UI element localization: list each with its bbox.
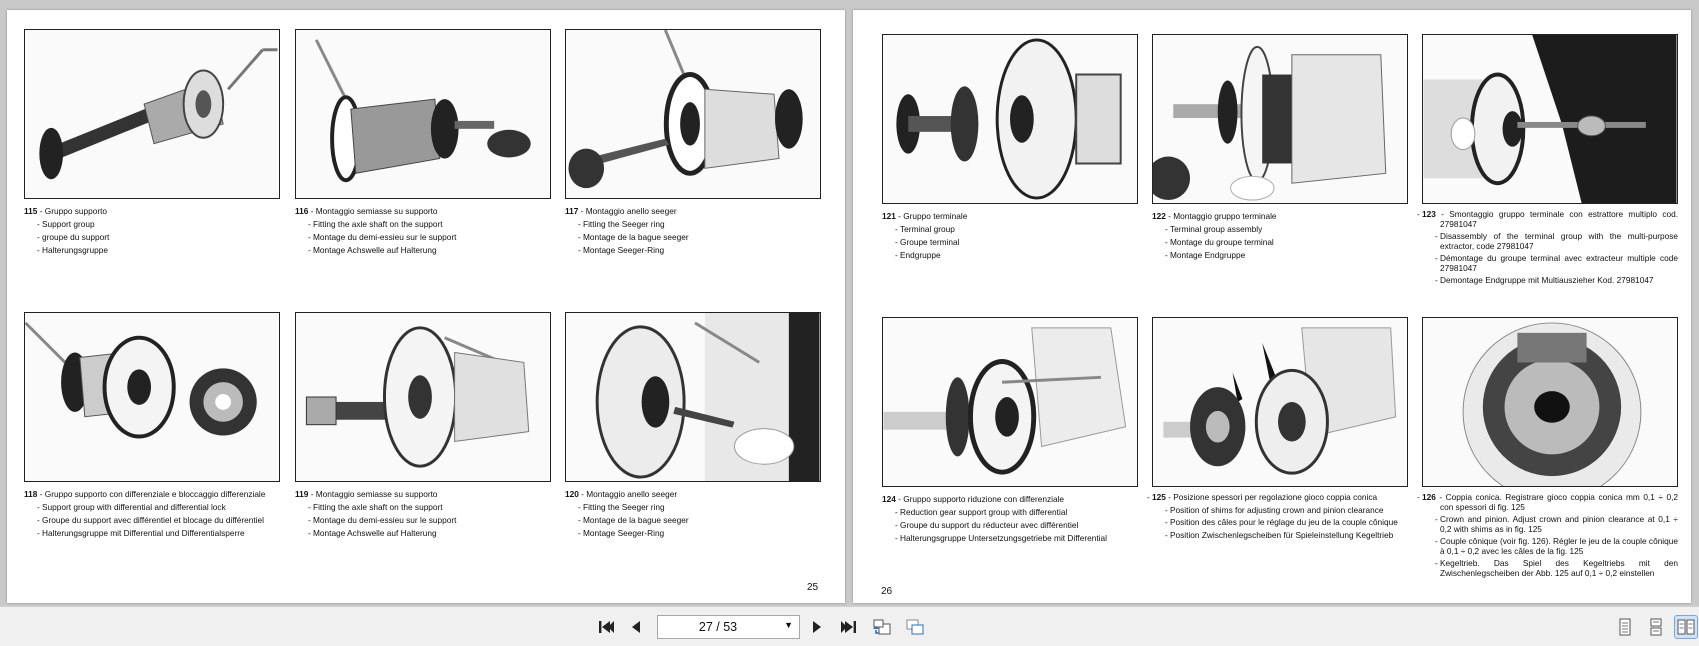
page-number-select[interactable] [657, 615, 800, 639]
caption-de: - Halterungsgruppe mit Differential und Differentialsperre [24, 527, 324, 540]
caption-it: Montaggio semiasse su supporto [315, 489, 438, 499]
caption-de: - Kegeltrieb. Das Spiel des Kegeltriebs mit den Zwischenlegscheiben der Abb. 125 auf 0,1 ÷ 0,2 einstellen [1422, 559, 1678, 578]
caption-en: - Fitting the Seeger ring [565, 218, 865, 231]
caption-en: - Fitting the axle shaft on the support [295, 501, 595, 514]
previous-page-icon[interactable] [625, 616, 647, 638]
caption-en: - Terminal group assembly [1152, 223, 1452, 236]
figure-number: 122 [1152, 211, 1166, 221]
photo-terminal-group-disassembly [1422, 34, 1678, 204]
caption-fr: - Groupe du support du réducteur avec différentiel [882, 519, 1182, 532]
caption-en: - Crown and pinion. Adjust crown and pinion clearance at 0,1 ÷ 0,2 with shims as in fig. 125 [1422, 515, 1678, 534]
photo-support-group-differential [24, 312, 280, 482]
caption-fr: - Montage du demi-essieu sur le support [295, 514, 595, 527]
caption-it: Gruppo terminale [903, 211, 968, 221]
photo-terminal-group-assembly [1152, 34, 1408, 204]
caption-it: Gruppo supporto riduzione con differenziale [903, 494, 1065, 504]
figure-number: 125 [1152, 492, 1166, 502]
viewer-toolbar [0, 606, 1699, 646]
caption-en: - Disassembly of the terminal group with the multi-purpose extractor, code 27981047 [1422, 232, 1678, 251]
continuous-view-icon[interactable] [1645, 616, 1667, 638]
caption-fr: - Couple cônique (voir fig. 126). Régler le jeu de la couple cônique à 0,1 ÷ 0,2 avec les câles de la fig. 125 [1422, 537, 1678, 556]
caption-fr: - Montage du groupe terminal [1152, 236, 1452, 249]
caption-de: - Montage Achswelle auf Halterung [295, 527, 595, 540]
page-25: 115 - Gruppo supporto - Support group - groupe du support - Halterungsgruppe 116 - Montaggio semiasse su supporto - Fitting the axle shaft on the support - Montage du demi-essieu sur le support - Montage Achswelle auf Halterung 117 - Montaggio anello seeger - Fitting the Seeger ring - Montage de la bague seeger - Montage Seeger-Ring 118 - Gruppo supporto con differenziale e bloccaggio differenziale - Support group with differential and differential lock - Groupe du support avec différentiel et blocage du différentiel - Halterungsgruppe mit Differential und Differentialsperre 119 - Montaggio semiasse su supporto - Fitting the axle shaft on the support - Montage du demi-essieu sur le support - Montage Achswelle auf Halterung 120 - Montaggio anello seeger - Fitting the Seeger ring - Montage de la bague seeger - Montage Seeger-Ring 25 [7, 10, 845, 603]
figure-number: 116 [295, 206, 309, 216]
caption-de: - Endgruppe [882, 249, 1182, 262]
caption-en: - Fitting the Seeger ring [565, 501, 865, 514]
caption-de: - Demontage Endgruppe mit Multiauszieher Kod. 27981047 [1422, 276, 1678, 286]
caption-en: - Support group with differential and differential lock [24, 501, 324, 514]
figure-number: 118 [24, 489, 38, 499]
caption-fr: - Position des câles pour le réglage du jeu de la couple cônique [1152, 518, 1408, 528]
caption-de: - Position Zwischenlegscheiben für Spieleinstellung Kegeltrieb [1152, 531, 1408, 541]
page-number: 25 [807, 582, 819, 593]
single-page-view-icon[interactable] [1614, 616, 1636, 638]
caption-it: Gruppo supporto con differenziale e bloccaggio differenziale [44, 489, 266, 499]
caption-it: Smontaggio gruppo terminale con estrattore multiplo cod. 27981047 [1440, 209, 1679, 229]
photo-fitting-seeger-ring [565, 29, 821, 199]
chevron-down-icon: ▼ [784, 620, 793, 630]
photo-fitting-seeger-ring-2 [565, 312, 821, 482]
page-number: 26 [881, 586, 893, 597]
caption-fr: - Démontage du groupe terminal avec extracteur multiple code 27981047 [1422, 254, 1678, 273]
caption-it: Gruppo supporto [44, 206, 108, 216]
caption-fr: - Montage du demi-essieu sur le support [295, 231, 595, 244]
figure-number: 124 [882, 494, 896, 504]
caption-de: - Montage Achswelle auf Halterung [295, 244, 595, 257]
caption-de: - Halterungsgruppe [24, 244, 324, 257]
caption-de: - Montage Seeger-Ring [565, 527, 865, 540]
photo-terminal-group [882, 34, 1138, 204]
caption-it: Montaggio anello seeger [586, 489, 678, 499]
figure-number: 123 [1422, 209, 1436, 219]
caption-de: - Montage Endgruppe [1152, 249, 1452, 262]
photo-fitting-axle-shaft-2 [295, 312, 551, 482]
caption-it: Montaggio semiasse su supporto [315, 206, 438, 216]
caption-en: - Support group [24, 218, 324, 231]
caption-fr: - Montage de la bague seeger [565, 231, 865, 244]
figure-number: 115 [24, 206, 38, 216]
caption-fr: - groupe du support [24, 231, 324, 244]
caption-fr: - Montage de la bague seeger [565, 514, 865, 527]
caption-it: Coppia conica. Registrare gioco coppia conica mm 0,1 ÷ 0,2 con spessori di fig. 125 [1440, 492, 1679, 512]
caption-en: - Position of shims for adjusting crown and pinion clearance [1152, 506, 1408, 516]
photo-crown-and-pinion [1422, 317, 1678, 487]
caption-en: - Terminal group [882, 223, 1182, 236]
figure-number: 126 [1422, 492, 1436, 502]
thumbnails-icon[interactable] [904, 616, 926, 638]
photo-fitting-axle-shaft [295, 29, 551, 199]
caption-en: - Fitting the axle shaft on the support [295, 218, 595, 231]
rotate-icon[interactable] [871, 616, 893, 638]
caption-de: - Montage Seeger-Ring [565, 244, 865, 257]
first-page-icon[interactable] [595, 616, 617, 638]
figure-number: 120 [565, 489, 579, 499]
caption-it: Posizione spessori per regolazione gioco coppia conica [1173, 492, 1378, 502]
page-indicator: 27 / 53 [698, 620, 738, 634]
caption-it: Montaggio gruppo terminale [1173, 211, 1277, 221]
caption-en: - Reduction gear support group with differential [882, 506, 1182, 519]
page-26: 121 - Gruppo terminale - Terminal group - Groupe terminal - Endgruppe 122 - Montaggio gruppo terminale - Terminal group assembly - Montage du groupe terminal - Montage Endgruppe - 123 - Smontaggio gruppo terminale con estrattore multiplo cod. 27981047 - Disassembly of the terminal group with the multi-purpose extractor, code 27981047 - Démontage du groupe terminal avec extracteur multiple code 27981047 - Demontage Endgruppe mit Multiauszieher Kod. 27981047 124 - Gruppo supporto riduzione con differenziale - Reduction gear support group with differential - Groupe du support du réducteur avec différentiel - Halterungsgruppe Untersetzungsgetriebe mit Differential - 125 - Posizione spessori per regolazione gioco coppia conica - Position of shims for adjusting crown and pinion clearance - Position des câles pour le réglage du jeu de la couple cônique - Position Zwischenlegscheiben für Spieleinstellung Kegeltrieb - 126 - Coppia conica. Registrare gioco coppia conica mm 0,1 ÷ 0,2 con spessori di fig. 125 - Crown and pinion. Adjust crown and pinion clearance at 0,1 ÷ 0,2 with shims as in fig. 125 - Couple cônique (voir fig. 126). Régler le jeu de la couple cônique à 0,1 ÷ 0,2 avec les câles de la fig. 125 - Kegeltrieb. Das Spiel des Kegeltriebs mit den Zwischenlegscheiben der Abb. 125 auf 0,1 ÷ 0,2 einstellen 26 [853, 10, 1691, 603]
caption-fr: - Groupe terminal [882, 236, 1182, 249]
figure-number: 119 [295, 489, 309, 499]
next-page-icon[interactable] [806, 616, 828, 638]
caption-it: Montaggio anello seeger [585, 206, 677, 216]
last-page-icon[interactable] [838, 616, 860, 638]
caption-fr: - Groupe du support avec différentiel et blocage du différentiel [24, 514, 324, 527]
figure-number: 117 [565, 206, 579, 216]
photo-support-group [24, 29, 280, 199]
two-page-view-icon[interactable] [1675, 616, 1697, 638]
photo-reduction-gear-support [882, 317, 1138, 487]
photo-shim-position [1152, 317, 1408, 487]
figure-number: 121 [882, 211, 896, 221]
caption-de: - Halterungsgruppe Untersetzungsgetriebe mit Differential [882, 532, 1182, 545]
